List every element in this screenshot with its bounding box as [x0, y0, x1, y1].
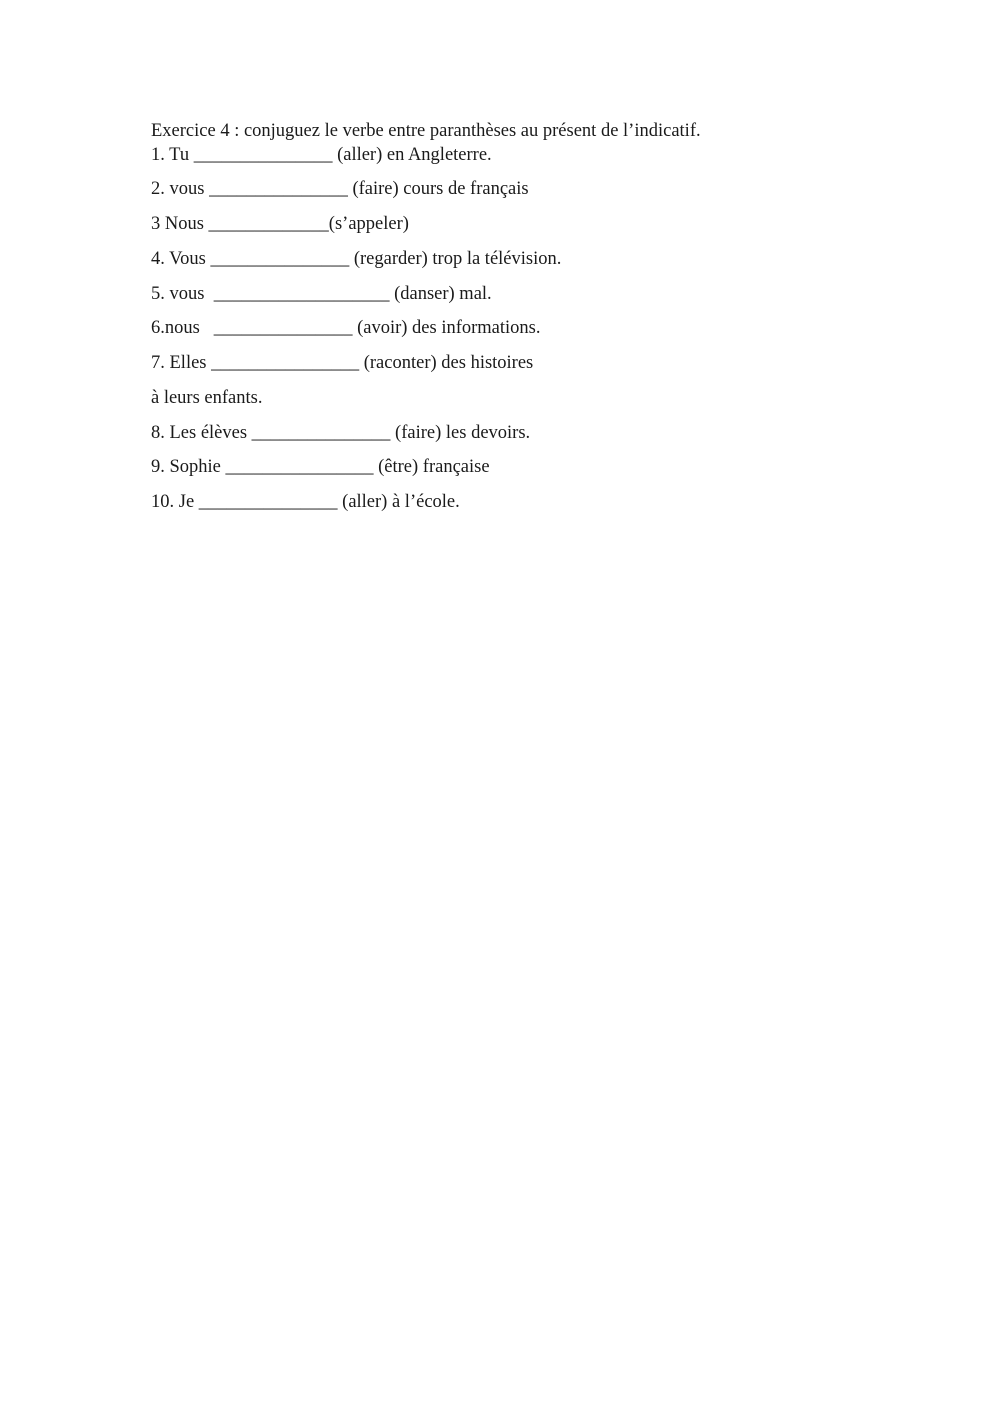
exercise-item-4: 4. Vous _______________ (regarder) trop la télévision. — [151, 249, 562, 269]
exercise-item-6: 6.nous _______________ (avoir) des informations. — [151, 318, 541, 338]
exercise-block — [151, 119, 701, 512]
exercise-item-1: 1. Tu _______________ (aller) en Angleterre. — [151, 145, 492, 165]
exercise-item-3: 3 Nous _____________(s’appeler) — [151, 214, 409, 234]
exercise-item-7-continued: à leurs enfants. — [151, 388, 263, 408]
exercise-instruction: Exercice 4 : conjuguez le verbe entre paranthèses au présent de l’indicatif. — [151, 121, 701, 141]
exercise-item-2: 2. vous _______________ (faire) cours de français — [151, 179, 529, 199]
exercise-item-5: 5. vous ___________________ (danser) mal. — [151, 284, 492, 304]
exercise-item-9: 9. Sophie ________________ (être) française — [151, 457, 490, 477]
exercise-item-8: 8. Les élèves _______________ (faire) les devoirs. — [151, 423, 531, 443]
exercise-item-10: 10. Je _______________ (aller) à l’école. — [151, 492, 460, 512]
exercise-item-7: 7. Elles ________________ (raconter) des histoires — [151, 353, 534, 373]
